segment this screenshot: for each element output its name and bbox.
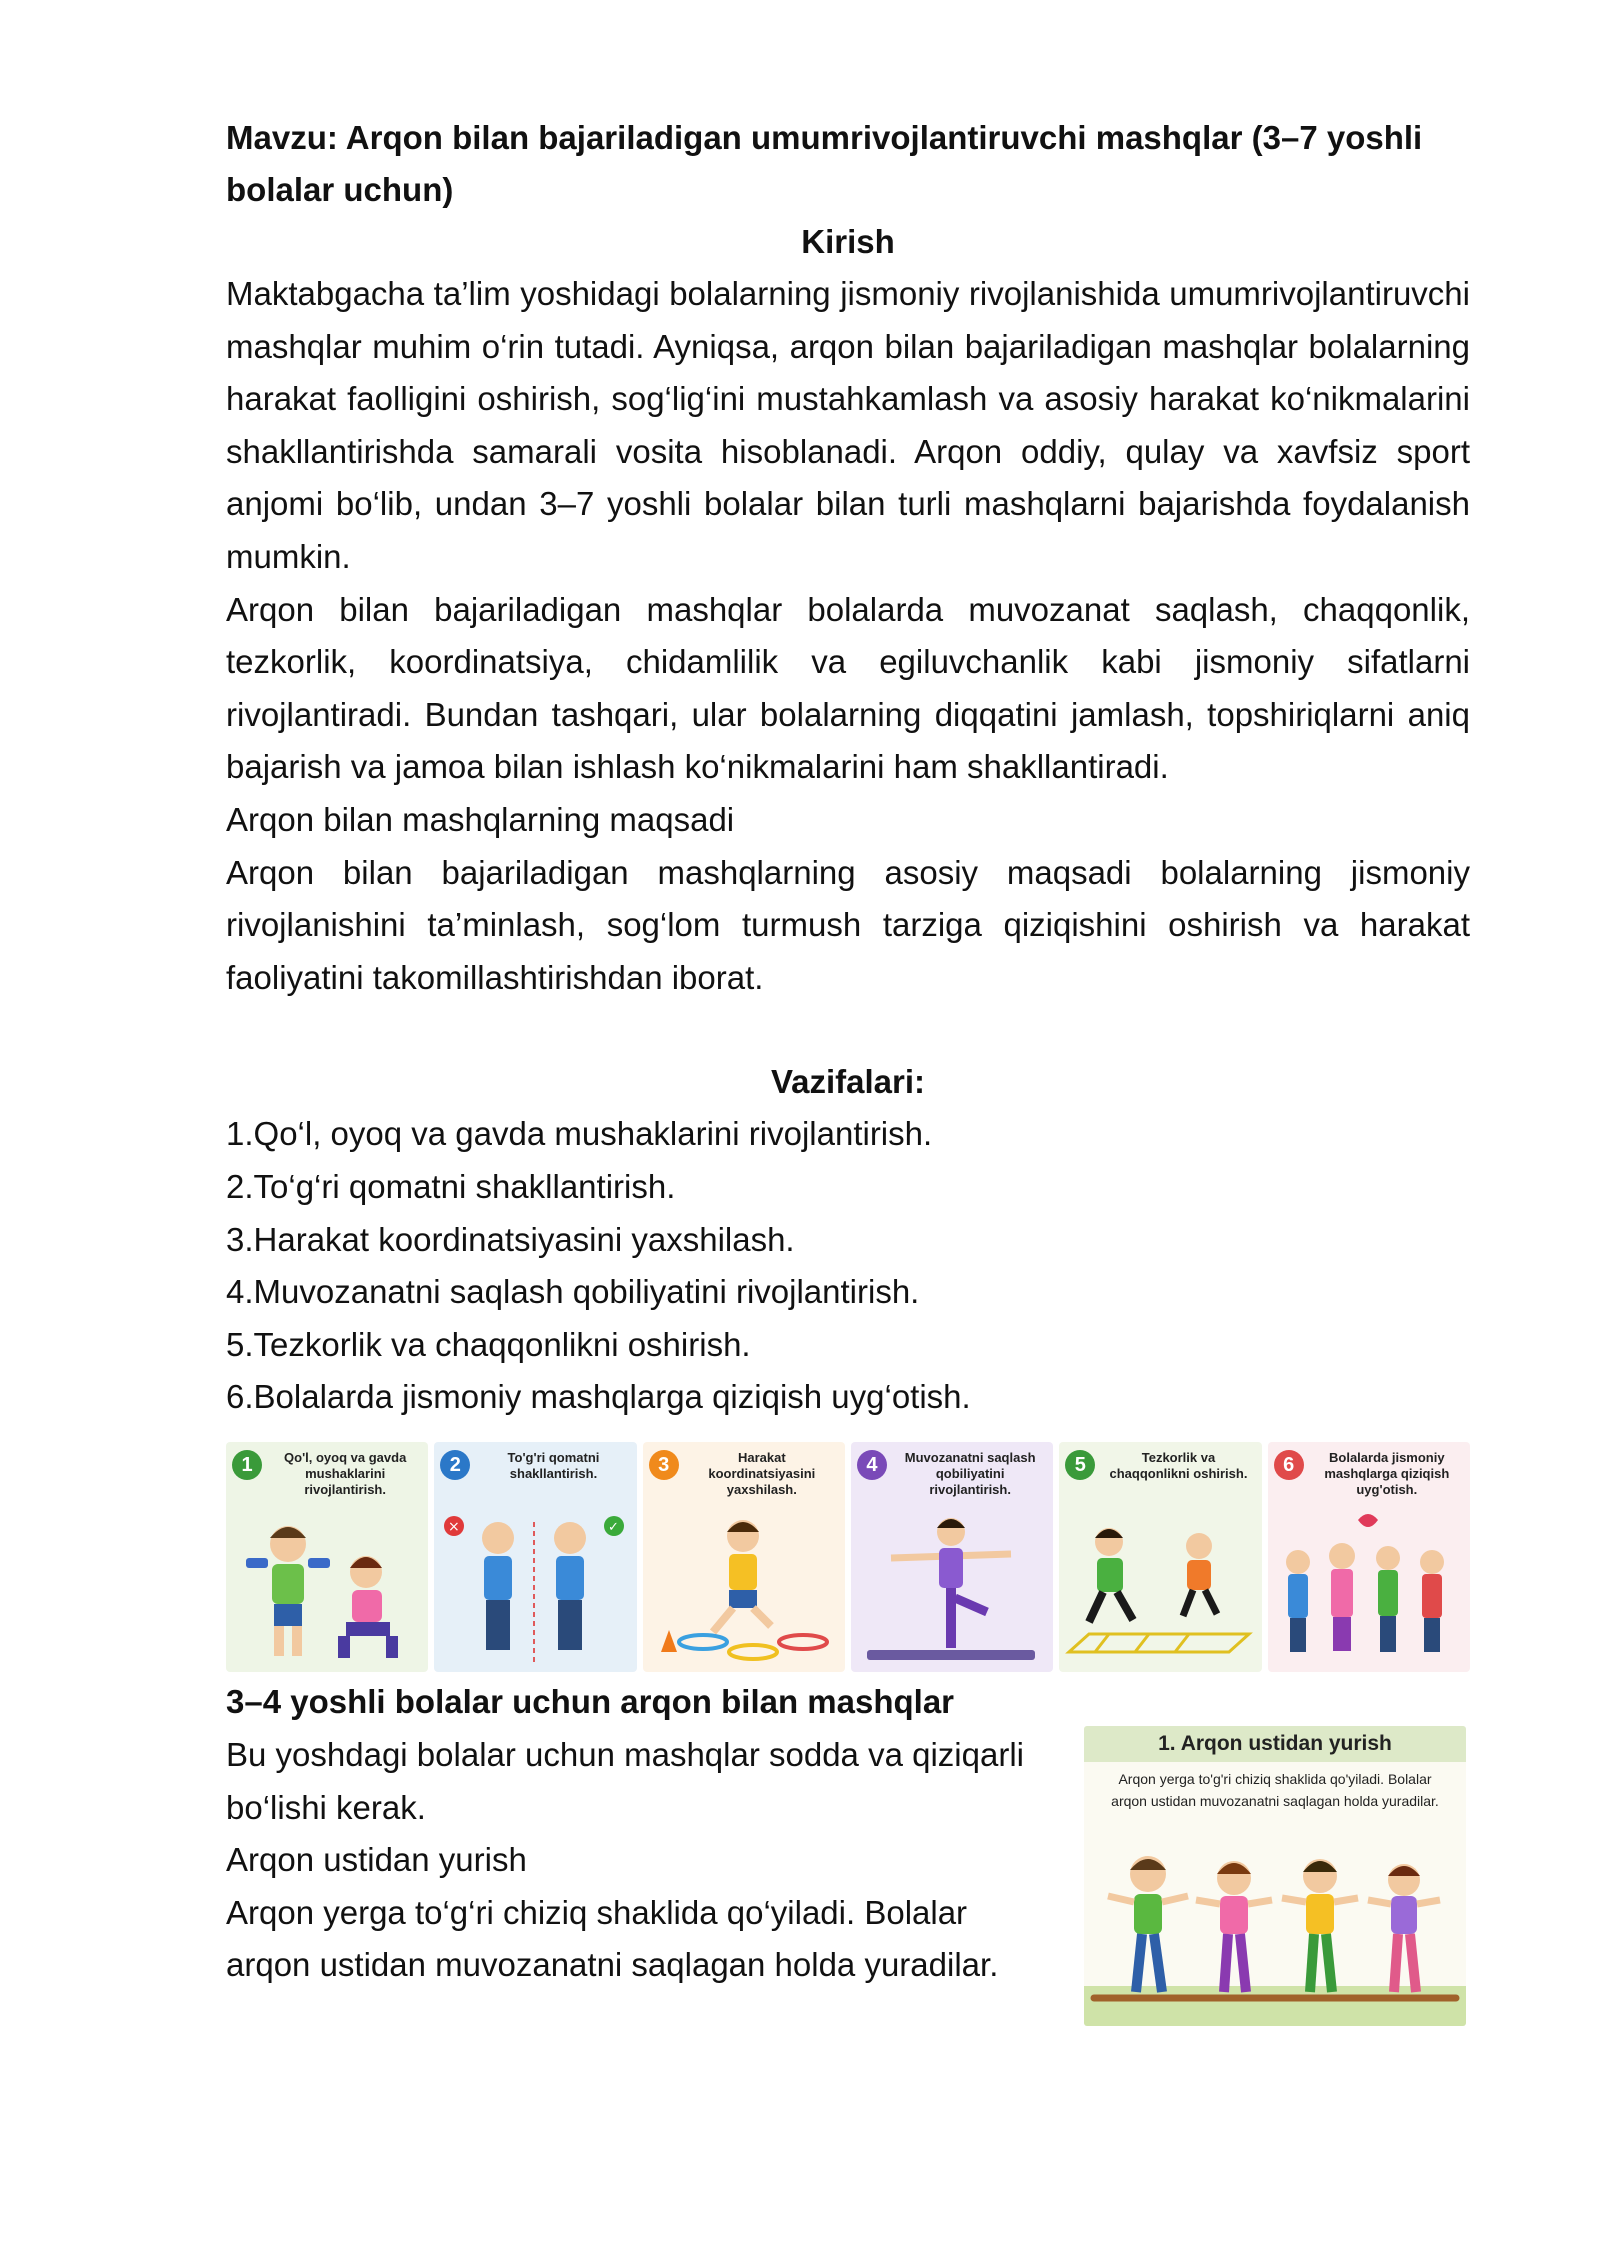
task-item-3: 3.Harakat koordinatsiyasini yaxshilash. xyxy=(226,1220,795,1258)
banner-card-6 xyxy=(1268,1442,1470,1672)
task-item-1: 1.Qo‘l, oyoq va gavda mushaklarini rivojlantirish. xyxy=(226,1115,933,1153)
document-title: Mavzu: Arqon bilan bajariladigan umumrivojlantiruvchi mashqlar (3–7 yoshli bolalar uchun) xyxy=(226,119,1423,208)
tasks-banner-image xyxy=(226,1442,1470,1672)
task-item-6: 6.Bolalarda jismoniy mashqlarga qiziqish uyg‘otish. xyxy=(226,1378,971,1416)
document-page xyxy=(226,112,1470,1424)
intro-paragraph-1: Maktabgacha ta’lim yoshidagi bolalarning jismoniy rivojlanishida umumrivojlantiruvchi mashqlar muhim o‘rin tutadi. Ayniqsa, arqon bilan bajariladigan mashqlar bolalarning harakat faolligini oshirish, sog‘lig‘ini mustahkamlash va asosiy harakat ko‘nikmalarini shakllantirishda samarali vosita hisoblanadi. Arqon oddiy, qulay va xavfsiz sport anjomi bo‘lib, undan 3–7 yoshli bolalar bilan turli mashqlarni bajarishda foydalanish mumkin. xyxy=(226,275,1470,575)
card-number-badge: 5 xyxy=(1065,1450,1095,1480)
banner-card-5 xyxy=(1059,1442,1261,1672)
kids-dumbbell-illustration xyxy=(226,1502,426,1672)
banner-card-2 xyxy=(434,1442,636,1672)
task-item-5: 5.Tezkorlik va chaqqonlikni oshirish. xyxy=(226,1325,751,1363)
task-item-2: 2.To‘g‘ri qomatni shakllantirish. xyxy=(226,1167,676,1205)
card-caption: Muvozanatni saqlash qobiliyatini rivojlantirish. xyxy=(904,1450,1036,1497)
card-caption: Tezkorlik va chaqqonlikni oshirish. xyxy=(1109,1450,1248,1481)
illustration-subtitle: Arqon yerga to'g'ri chiziq shaklida qo'yiladi. Bolalar arqon ustidan muvozanatni saqlagan holda yuradilar. xyxy=(1111,1771,1439,1809)
card-caption: Harakat koordinatsiyasini yaxshilash. xyxy=(708,1450,816,1497)
intro-paragraph-2: Arqon bilan bajariladigan mashqlar bolalarda muvozanat saqlash, chaqqonlik, tezkorlik, koordinatsiya, chidamlilik va egiluvchanlik kabi jismoniy sifatlarni rivojlantiradi. Bundan tashqari, ular bolalarning diqqatini jamlash, topshiriqlarni aniq bajarish va jamoa bilan ishlash ko‘nikmalarini ham shakllantiradi. xyxy=(226,590,1470,786)
goal-heading: Arqon bilan mashqlarning maqsadi xyxy=(226,800,735,838)
kids-walking-rope-drawing xyxy=(1084,1826,1466,2026)
card-number-badge: 6 xyxy=(1274,1450,1304,1480)
task-item-4: 4.Muvozanatni saqlash qobiliyatini rivojlantirish. xyxy=(226,1273,920,1311)
goal-paragraph: Arqon bilan bajariladigan mashqlarning asosiy maqsadi bolalarning jismoniy rivojlanishini ta’minlash, sog‘lom turmush tarziga qiziqishini oshirish va harakat faoliyatini takomillashtirishdan iborat. xyxy=(226,853,1470,996)
banner-card-1 xyxy=(226,1442,428,1672)
card-caption: To'g'ri qomatni shakllantirish. xyxy=(507,1450,600,1481)
card-number-badge: 1 xyxy=(232,1450,262,1480)
card-caption: Qo'l, oyoq va gavda mushaklarini rivojlantirish. xyxy=(284,1450,407,1497)
card-caption: Bolalarda jismoniy mashqlarga qiziqish uyg'otish. xyxy=(1324,1450,1450,1497)
card-number-badge: 2 xyxy=(440,1450,470,1480)
card-number-badge: 3 xyxy=(649,1450,679,1480)
posture-illustration xyxy=(434,1502,634,1672)
running-ladder-illustration xyxy=(1059,1502,1259,1672)
tasks-heading: Vazifalari: xyxy=(770,1063,926,1101)
svg-text:×: × xyxy=(448,1519,461,1535)
hoops-coordination-illustration xyxy=(643,1502,843,1672)
section-intro: Bu yoshdagi bolalar uchun mashqlar sodda va qiziqarli bo‘lishi kerak. xyxy=(226,1736,1024,1826)
exercise-name: Arqon ustidan yurish xyxy=(226,1841,527,1879)
spacer xyxy=(226,1004,1470,1056)
happy-kids-illustration xyxy=(1268,1502,1468,1672)
exercise-description: Arqon yerga to‘g‘ri chiziq shaklida qo‘yiladi. Bolalar arqon ustidan muvozanatni saqlagan holda yuradilar. xyxy=(226,1893,999,1984)
section-text xyxy=(226,1729,1056,1992)
illustration-header: 1. Arqon ustidan yurish xyxy=(1084,1726,1466,1762)
section-title: 3–4 yoshli bolalar uchun arqon bilan mashqlar xyxy=(226,1683,955,1720)
banner-card-4 xyxy=(851,1442,1053,1672)
balance-beam-illustration xyxy=(851,1502,1051,1672)
card-number-badge: 4 xyxy=(857,1450,887,1480)
svg-text:✓: ✓ xyxy=(608,1520,620,1535)
banner-card-3 xyxy=(643,1442,845,1672)
walking-rope-illustration xyxy=(1084,1726,1466,2026)
intro-heading: Kirish xyxy=(801,223,895,260)
